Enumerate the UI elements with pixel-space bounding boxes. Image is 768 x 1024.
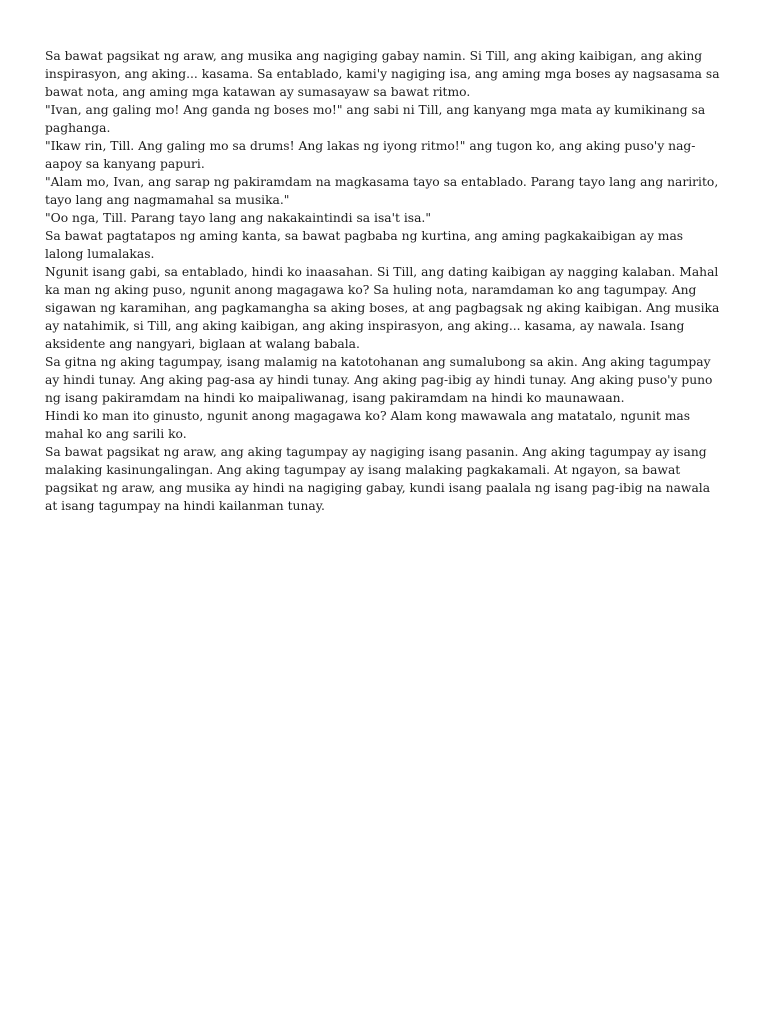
paragraph: Ngunit isang gabi, sa entablado, hindi ko inaasahan. Si Till, ang dating kaibigan ay nagging kalaban. Mahal ka man ng aking puso, ngunit anong magagawa ko? Sa huling nota, naramdaman ko ang tagumpay. Ang sigawan ng karamihan, ang pagkamangha sa aking boses, at ang pagbagsak ng aking kaibigan. Ang musika ay natahimik, si Till, ang aking kaibigan, ang aking inspirasyon, ang aking... kasama, ay nawala. Isang aksidente ang nangyari, biglaan at walang babala. — [45, 265, 720, 351]
paragraph: "Oo nga, Till. Parang tayo lang ang nakakaintindi sa isa't isa." — [45, 211, 431, 225]
paragraph: "Ikaw rin, Till. Ang galing mo sa drums! Ang lakas ng iyong ritmo!" ang tugon ko, ang aking puso'y nag-aapoy sa kanyang papuri. — [45, 139, 696, 171]
paragraph: Hindi ko man ito ginusto, ngunit anong magagawa ko? Alam kong mawawala ang matatalo, ngunit mas mahal ko ang sarili ko. — [45, 409, 691, 441]
document-body — [45, 47, 725, 515]
paragraph: "Ivan, ang galing mo! Ang ganda ng boses mo!" ang sabi ni Till, ang kanyang mga mata ay kumikinang sa paghanga. — [45, 103, 706, 135]
paragraph: Sa bawat pagsikat ng araw, ang musika ang nagiging gabay namin. Si Till, ang aking kaibigan, ang aking inspirasyon, ang aking... kasama. Sa entablado, kami'y nagiging isa, ang aming mga boses ay nagsasama sa bawat nota, ang aming mga katawan ay sumasayaw sa bawat ritmo. — [45, 49, 720, 99]
paragraph: Sa bawat pagsikat ng araw, ang aking tagumpay ay nagiging isang pasanin. Ang aking tagumpay ay isang malaking kasinungalingan. Ang aking tagumpay ay isang malaking pagkakamali. At ngayon, sa bawat pagsikat ng araw, ang musika ay hindi na nagiging gabay, kundi isang paalala ng isang pag-ibig na nawala at isang tagumpay na hindi kailanman tunay. — [45, 445, 711, 513]
paragraph: Sa gitna ng aking tagumpay, isang malamig na katotohanan ang sumalubong sa akin. Ang aking tagumpay ay hindi tunay. Ang aking pag-asa ay hindi tunay. Ang aking pag-ibig ay hindi tunay. Ang aking puso'y puno ng isang pakiramdam na hindi ko maipaliwanag, isang pakiramdam na hindi ko maunawaan. — [45, 355, 713, 405]
paragraph: "Alam mo, Ivan, ang sarap ng pakiramdam na magkasama tayo sa entablado. Parang tayo lang ang naririto, tayo lang ang nagmamahal sa musika." — [45, 175, 719, 207]
paragraph: Sa bawat pagtatapos ng aming kanta, sa bawat pagbaba ng kurtina, ang aming pagkakaibigan ay mas lalong lumalakas. — [45, 229, 684, 261]
